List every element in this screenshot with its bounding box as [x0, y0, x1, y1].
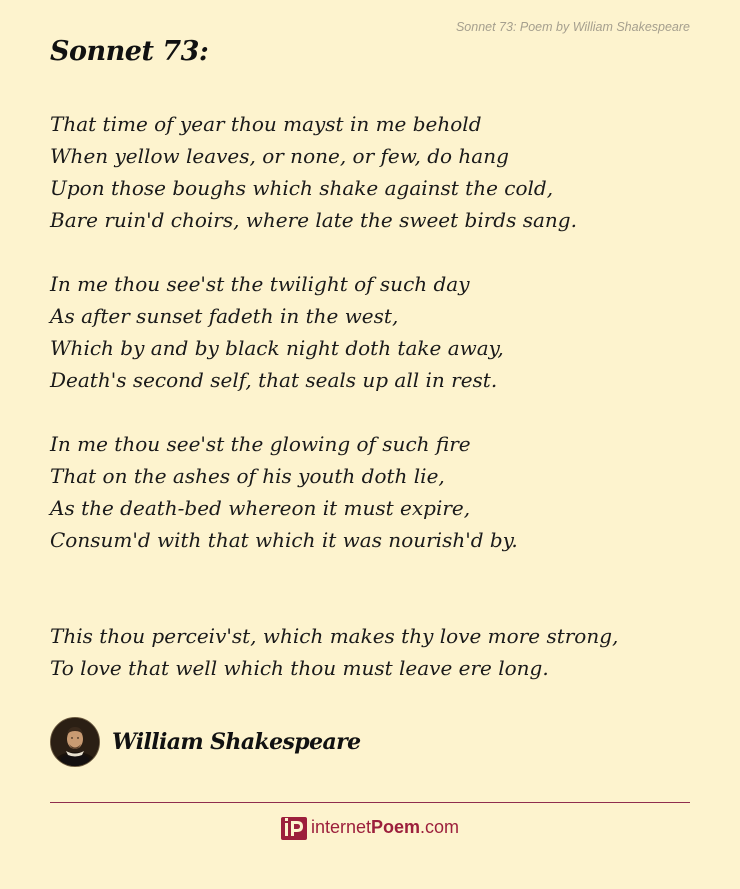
- poem-line: Upon those boughs which shake against the cold,: [50, 176, 554, 200]
- author-portrait-icon[interactable]: [50, 717, 100, 767]
- stanza-couplet: [50, 620, 710, 684]
- site-logo-link[interactable]: [281, 814, 459, 840]
- poem-line: Which by and by black night doth take away,: [50, 336, 504, 360]
- poem-line: Bare ruin'd choirs, where late the sweet birds sang.: [50, 208, 577, 232]
- poem-line: In me thou see'st the glowing of such fire: [50, 432, 471, 456]
- poem-line: In me thou see'st the twilight of such day: [50, 272, 470, 296]
- poem-line: That on the ashes of his youth doth lie,: [50, 464, 445, 488]
- site-name-part1: internet: [310, 816, 371, 837]
- header-caption: Sonnet 73: Poem by William Shakespeare: [455, 20, 690, 34]
- footer: [0, 814, 740, 840]
- poem-line: Death's second self, that seals up all in rest.: [50, 368, 498, 392]
- stanza-1: [50, 108, 710, 236]
- poem-line: That time of year thou mayst in me behold: [50, 112, 482, 136]
- poem-line: When yellow leaves, or none, or few, do hang: [50, 144, 509, 168]
- stanza-3: [50, 428, 710, 556]
- poem-title: Sonnet 73:: [50, 36, 209, 67]
- site-name-part3: .com: [420, 816, 460, 837]
- ip-logo-icon: [281, 814, 307, 840]
- site-name-part2: Poem: [371, 816, 421, 837]
- author-row: [50, 716, 361, 768]
- site-name: [311, 817, 459, 838]
- poem-line: As after sunset fadeth in the west,: [50, 304, 399, 328]
- footer-divider: [50, 802, 690, 803]
- stanza-2: [50, 268, 710, 396]
- author-name[interactable]: William Shakespeare: [112, 729, 361, 755]
- poem-line: Consum'd with that which it was nourish'd by.: [50, 528, 518, 552]
- poem-line: This thou perceiv'st, which makes thy love more strong,: [50, 624, 619, 648]
- poem-body: [50, 108, 710, 684]
- poem-line: To love that well which thou must leave ere long.: [50, 656, 549, 680]
- poem-line: As the death-bed whereon it must expire,: [50, 496, 471, 520]
